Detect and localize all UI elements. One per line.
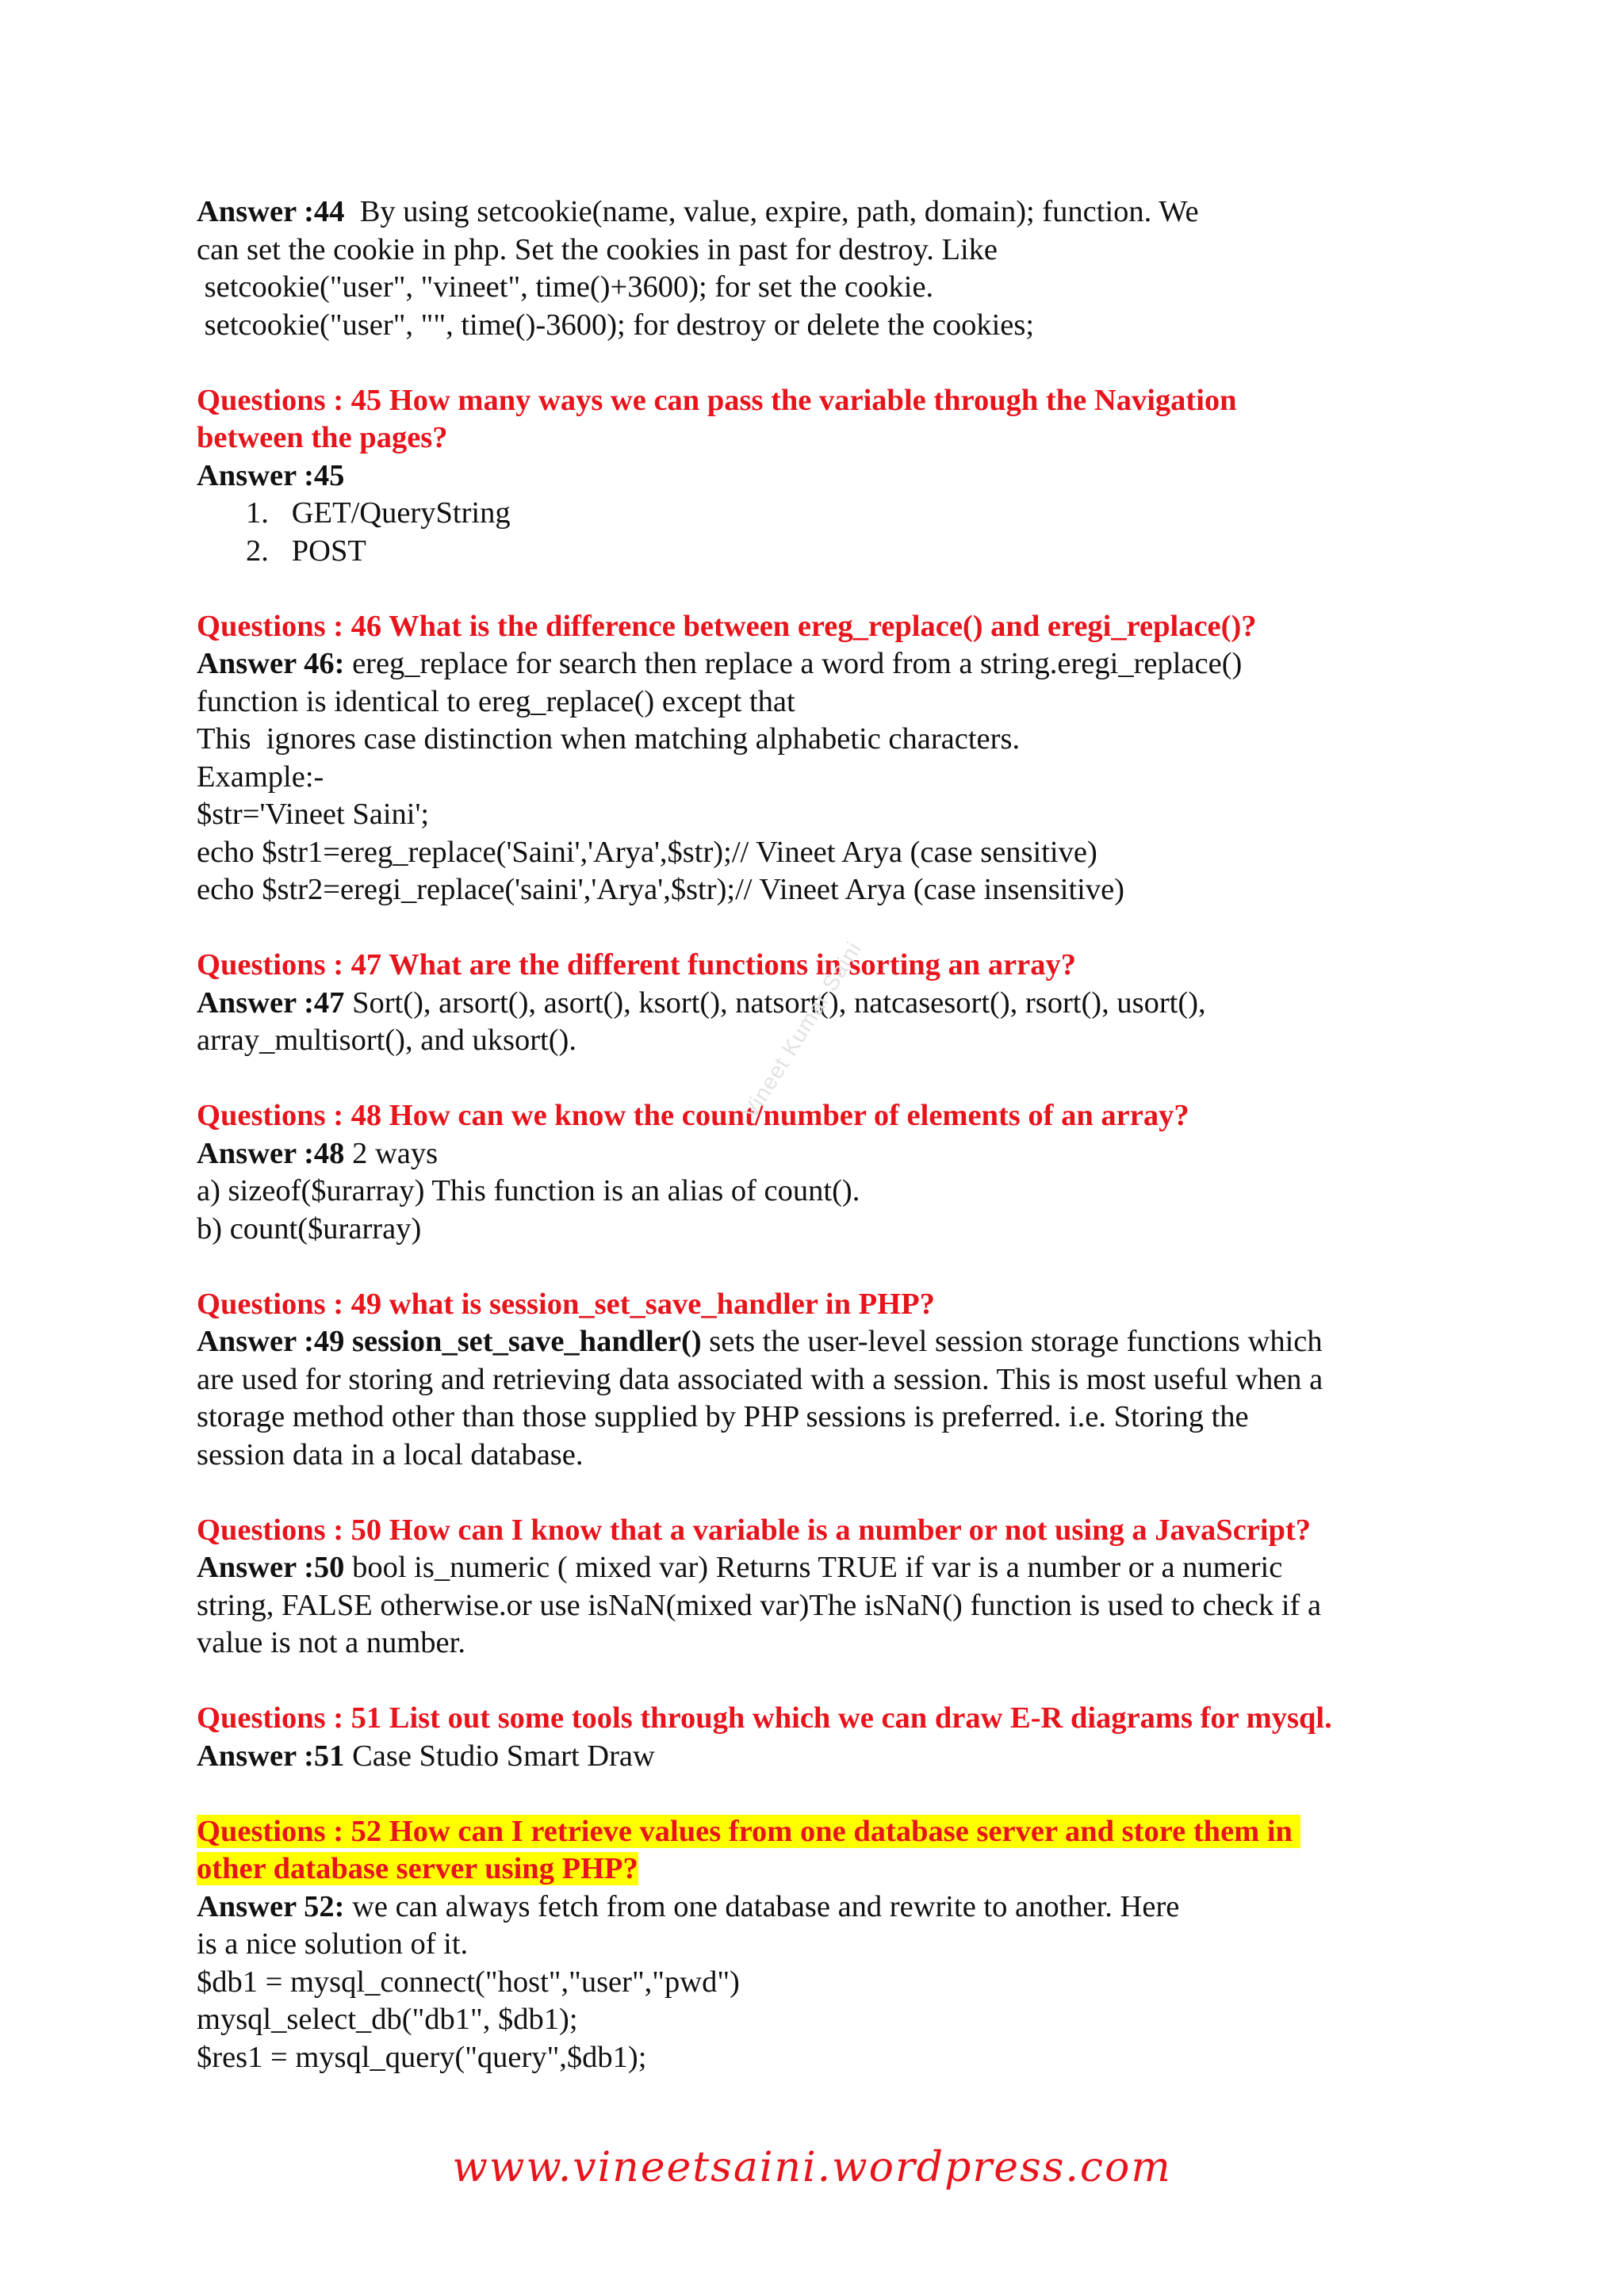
answer-52-line-4: mysql_select_db("db1", $db1); bbox=[197, 2003, 578, 2036]
answer-44-line-3: setcookie("user", "vineet", time()+3600); for set the cookie. bbox=[197, 270, 934, 304]
answer-50-label: Answer :50 bbox=[197, 1551, 345, 1584]
footer-url[interactable]: www.vineetsaini.wordpress.com bbox=[452, 2144, 1172, 2191]
answer-50-line-2: string, FALSE otherwise.or use isNaN(mixed var)The isNaN() function is used to check if a bbox=[197, 1588, 1322, 1622]
watermark: Vineet Kumar Saini bbox=[737, 936, 867, 1123]
answer-45-item-2: 2. POST bbox=[246, 534, 366, 568]
answer-45-label: Answer :45 bbox=[197, 458, 345, 492]
answer-48-line-2: a) sizeof($urarray) This function is an alias of count(). bbox=[197, 1174, 860, 1207]
document-page bbox=[197, 193, 1450, 2076]
answer-50-line-1: Answer :50 bool is_numeric ( mixed var) Returns TRUE if var is a number or a numeric bbox=[197, 1551, 1283, 1584]
answer-47-line-2: array_multisort(), and uksort(). bbox=[197, 1024, 576, 1057]
answer-49-line-3: storage method other than those supplied by PHP sessions is preferred. i.e. Storing the bbox=[197, 1400, 1249, 1433]
answer-48-line-3: b) count($urarray) bbox=[197, 1211, 422, 1246]
question-46: Questions : 46 What is the difference between ereg_replace() and eregi_replace()? bbox=[197, 609, 1257, 643]
question-45-line-2: between the pages? bbox=[197, 421, 448, 454]
answer-46-line-3: This ignores case distinction when matching alphabetic characters. bbox=[197, 722, 1021, 756]
question-51: Questions : 51 List out some tools through which we can draw E-R diagrams for mysql. bbox=[197, 1701, 1332, 1735]
question-48: Questions : 48 How can we know the count/number of elements of an array? bbox=[197, 1099, 1189, 1132]
answer-52-line-5: $res1 = mysql_query("query",$db1); bbox=[197, 2040, 647, 2074]
answer-46-line-2: function is identical to ereg_replace() except that bbox=[197, 684, 795, 718]
answer-46-line-5: $str='Vineet Saini'; bbox=[197, 798, 430, 831]
answer-52-label: Answer 52: bbox=[197, 1889, 345, 1923]
question-49: Questions : 49 what is session_set_save_handler in PHP? bbox=[197, 1287, 935, 1321]
question-45-line-1: Questions : 45 How many ways we can pass the variable through the Navigation bbox=[197, 383, 1237, 417]
answer-44-line-4: setcookie("user", "", time()-3600); for destroy or delete the cookies; bbox=[197, 308, 1035, 342]
question-47: Questions : 47 What are the different functions in sorting an array? bbox=[197, 948, 1077, 982]
answer-48-label: Answer :48 bbox=[197, 1136, 345, 1170]
highlight: Questions : 52 How can I retrieve values from one database server and store them in bbox=[197, 1814, 1300, 1848]
answer-52-line-3: $db1 = mysql_connect("host","user","pwd") bbox=[197, 1965, 740, 1999]
answer-49-line-2: are used for storing and retrieving data associated with a session. This is most useful when a bbox=[197, 1362, 1323, 1396]
answer-47-label: Answer :47 bbox=[197, 985, 345, 1020]
question-52-line-1 bbox=[197, 1813, 1450, 1851]
answer-49-label: Answer :49 session_set_save_handler() bbox=[197, 1325, 702, 1358]
answer-50-line-3: value is not a number. bbox=[197, 1626, 465, 1659]
highlight: other database server using PHP? bbox=[197, 1852, 638, 1885]
answer-51-label: Answer :51 bbox=[197, 1739, 345, 1773]
answer-46-label: Answer 46: bbox=[197, 647, 345, 680]
answer-47-line-1: Answer :47 Sort(), arsort(), asort(), ksort(), natsort(), natcasesort(), rsort(), usort(), bbox=[197, 985, 1206, 1020]
answer-44-line-1: Answer :44 By using setcookie(name, value, expire, path, domain); function. We bbox=[197, 195, 1199, 228]
answer-45-item-1: 1. GET/QueryString bbox=[246, 496, 511, 530]
answer-52-line-2: is a nice solution of it. bbox=[197, 1927, 469, 1961]
answer-48-line-1: Answer :48 2 ways bbox=[197, 1136, 439, 1170]
answer-51-line-1: Answer :51 Case Studio Smart Draw bbox=[197, 1739, 655, 1773]
answer-49-line-1: Answer :49 session_set_save_handler() sets the user-level session storage functions which bbox=[197, 1325, 1323, 1358]
answer-46-line-4: Example:- bbox=[197, 760, 324, 794]
answer-46-line-1: Answer 46: ereg_replace for search then replace a word from a string.eregi_replace() bbox=[197, 647, 1243, 680]
answer-44-line-2: can set the cookie in php. Set the cookies in past for destroy. Like bbox=[197, 232, 998, 266]
answer-52-line-1: Answer 52: we can always fetch from one database and rewrite to another. Here bbox=[197, 1889, 1180, 1923]
answer-49-line-4: session data in a local database. bbox=[197, 1437, 584, 1471]
question-50: Questions : 50 How can I know that a variable is a number or not using a JavaScript? bbox=[197, 1513, 1312, 1547]
question-52-line-2 bbox=[197, 1850, 1450, 1888]
answer-46-line-6: echo $str1=ereg_replace('Saini','Arya',$str);// Vineet Arya (case sensitive) bbox=[197, 835, 1097, 869]
answer-46-line-7: echo $str2=eregi_replace('saini','Arya',$str);// Vineet Arya (case insensitive) bbox=[197, 873, 1125, 906]
answer-44-label: Answer :44 bbox=[197, 195, 345, 228]
